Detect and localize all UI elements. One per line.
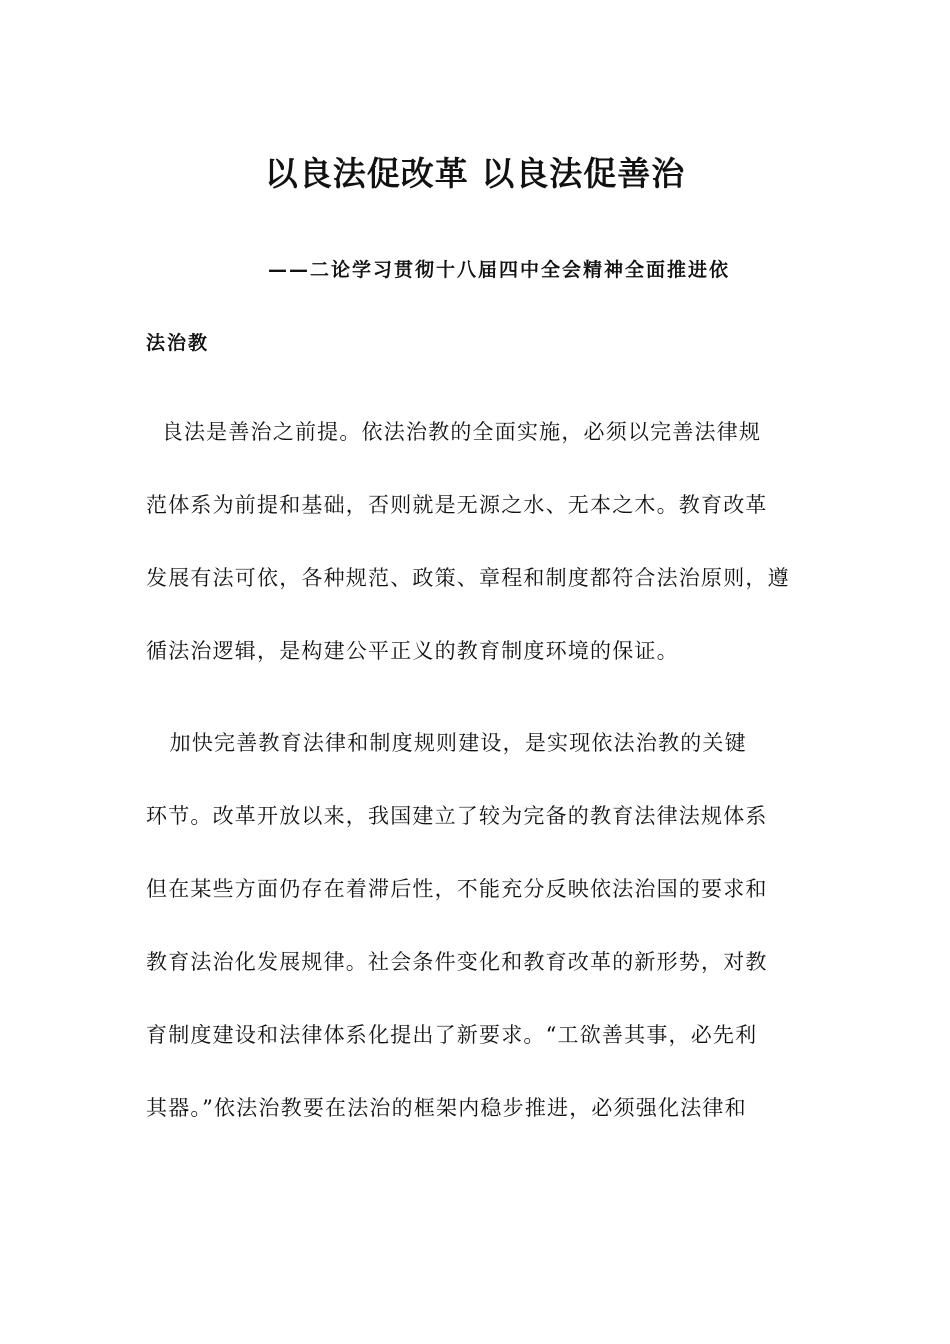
paragraph-line: 循法治逻辑，是构建公平正义的教育制度环境的保证。	[146, 639, 679, 663]
paragraph-line: 育制度建设和法律体系化提出了新要求。“工欲善其事，必先利	[146, 1023, 758, 1047]
paragraph-line: 但在某些方面仍存在着滞后性，不能充分反映依法治国的要求和	[146, 877, 768, 901]
paragraph-line: 环节。改革开放以来，我国建立了较为完备的教育法律法规体系	[146, 804, 768, 828]
subtitle-line-2: 法治教	[146, 332, 210, 354]
subtitle-line-1: ——二论学习贯彻十八届四中全会精神全面推进依	[268, 259, 731, 281]
paragraph-line: 范体系为前提和基础，否则就是无源之水、无本之木。教育改革	[146, 493, 768, 517]
document-title: 以良法促改革 以良法促善治	[264, 154, 686, 193]
paragraph-line: 发展有法可依，各种规范、政策、章程和制度都符合法治原则，遵	[146, 566, 790, 590]
paragraph-line: 其器。”依法治教要在法治的框架内稳步推进，必须强化法律和	[146, 1096, 747, 1120]
paragraph-line: 教育法治化发展规律。社会条件变化和教育改革的新形势，对教	[146, 950, 768, 974]
paragraph-line: 良法是善治之前提。依法治教的全面实施，必须以完善法律规	[146, 420, 762, 444]
paragraph-line: 加快完善教育法律和制度规则建设，是实现依法治教的关键	[146, 731, 747, 755]
